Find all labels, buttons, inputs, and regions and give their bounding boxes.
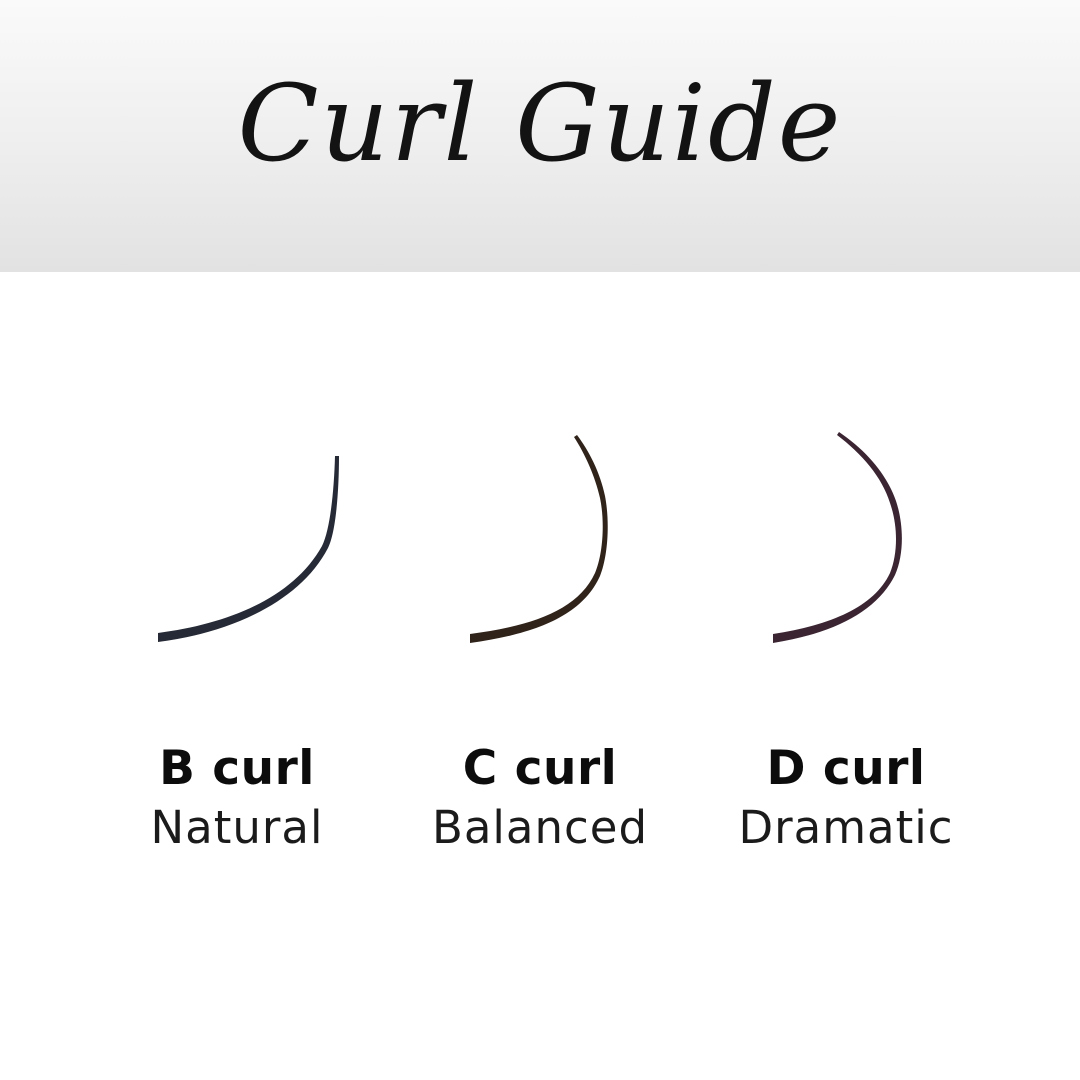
c-curl-lash-stroke (470, 435, 608, 643)
c-curl-description: Balanced (431, 801, 649, 855)
b-curl-lash-stroke (158, 456, 339, 642)
d-curl-lash-stroke (773, 432, 902, 643)
page-title: Curl Guide (237, 62, 843, 185)
d-curl-caption (666, 742, 1026, 854)
b-curl-lash-illustration (140, 430, 350, 658)
d-curl-lash-illustration (755, 413, 915, 663)
b-curl-description: Natural (150, 801, 324, 855)
header-band (0, 0, 1080, 272)
d-curl-name: D curl (766, 741, 926, 796)
c-curl-name: C curl (462, 741, 618, 796)
d-curl-description: Dramatic (738, 801, 954, 855)
b-curl-name: B curl (159, 741, 315, 796)
c-curl-lash-illustration (450, 416, 620, 661)
